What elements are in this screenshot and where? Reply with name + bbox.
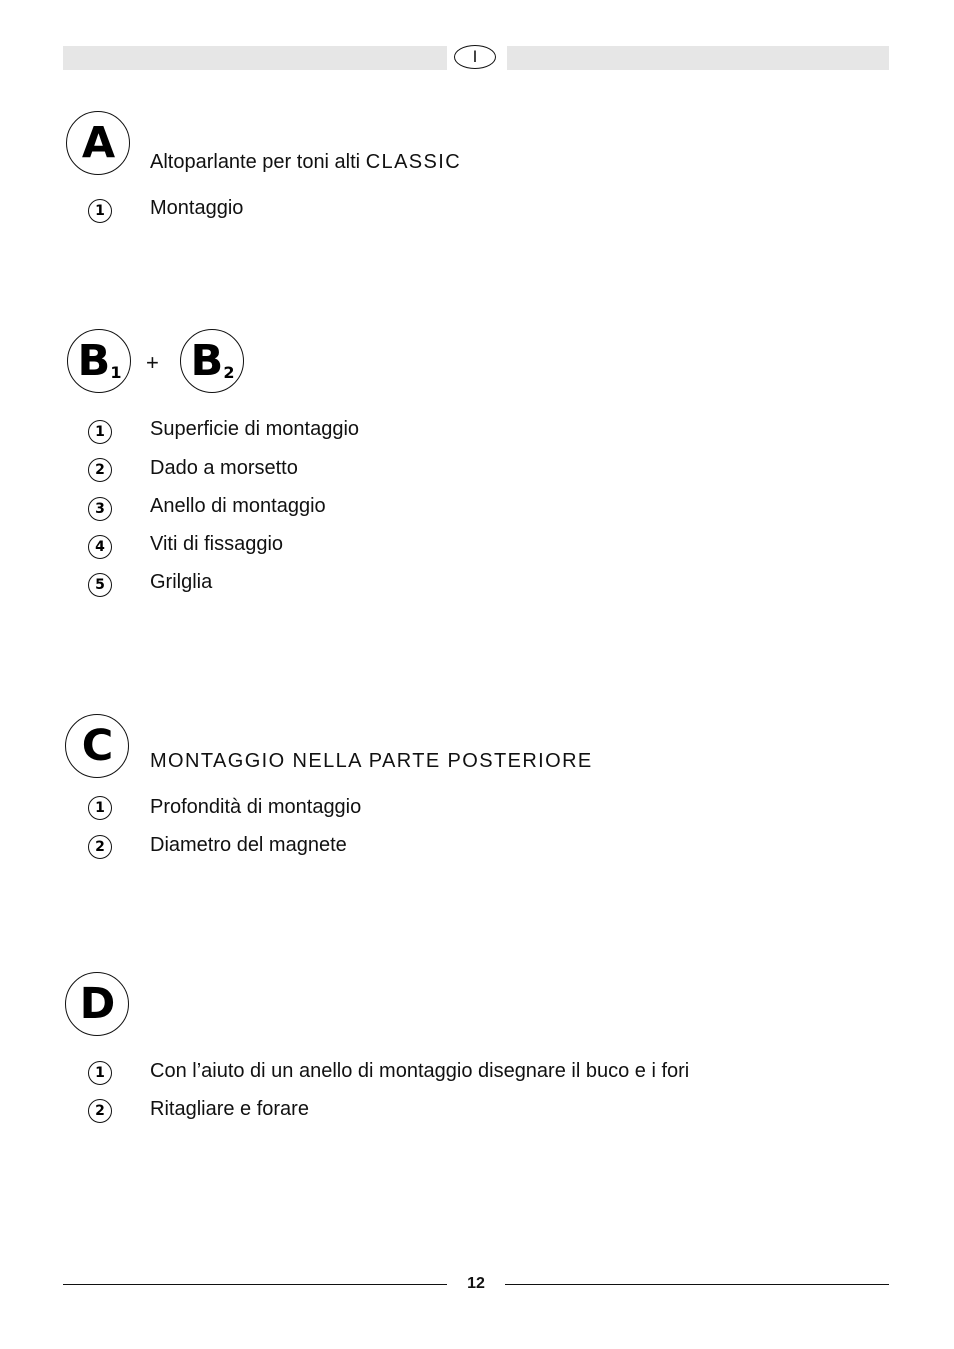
section-b1-badge [67, 329, 131, 393]
section-c-item: Profondità di montaggio [150, 796, 362, 818]
section-d-badge: D [65, 972, 129, 1036]
footer-rule-left [63, 1284, 447, 1285]
section-d-item: Con l’aiuto di un anello di montaggio disegnare il buco e i fori [150, 1060, 690, 1082]
item-number-badge: 2 [88, 458, 112, 482]
section-b-item: Viti di fissaggio [150, 533, 284, 555]
section-b2-badge [180, 329, 244, 393]
section-b2-badge-subscript: 2 [223, 362, 234, 382]
section-c-title: MONTAGGIO NELLA PARTE POSTERIORE [150, 750, 593, 772]
section-b-item: Grilglia [150, 571, 213, 593]
section-a-title-product: CLASSIC [365, 151, 462, 173]
item-number-badge: 4 [88, 535, 112, 559]
item-number-badge: 2 [88, 1099, 112, 1123]
section-b-item: Dado a morsetto [150, 457, 298, 479]
section-d-item: Ritagliare e forare [150, 1098, 309, 1120]
footer-rule-right [505, 1284, 889, 1285]
section-c-badge: C [65, 714, 129, 778]
item-number-badge: 2 [88, 835, 112, 859]
section-b1-badge-subscript: 1 [110, 362, 121, 382]
section-b2-badge-letter: B [190, 336, 223, 386]
section-a-badge: A [66, 111, 130, 175]
section-b1-badge-letter: B [77, 336, 110, 386]
item-number-badge: 1 [88, 796, 112, 820]
section-a-title [150, 151, 461, 174]
page-number: 12 [467, 1275, 485, 1292]
item-number-badge: 3 [88, 497, 112, 521]
section-a-item: Montaggio [150, 197, 244, 219]
item-number-badge: 1 [88, 199, 112, 223]
section-a-title-text: Altoparlante per toni alti [150, 151, 361, 173]
item-number-badge: 1 [88, 1061, 112, 1085]
section-c-item: Diametro del magnete [150, 834, 347, 856]
item-number-badge: 1 [88, 420, 112, 444]
item-number-badge: 5 [88, 573, 112, 597]
plus-sign: + [146, 350, 159, 375]
section-b-item: Superficie di montaggio [150, 418, 360, 440]
section-b-item: Anello di montaggio [150, 495, 326, 517]
language-badge: I [454, 45, 496, 69]
